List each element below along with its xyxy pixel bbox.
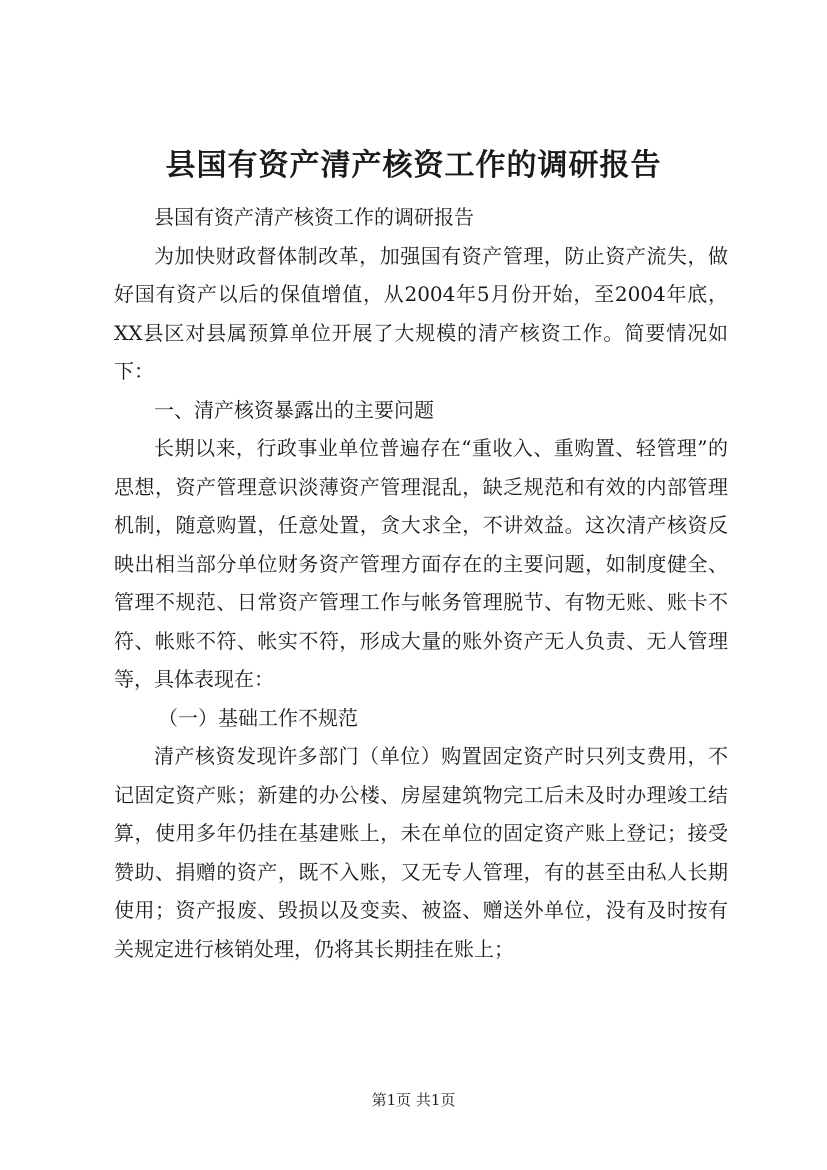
- subsection-heading-1: （一）基础工作不规范: [158, 705, 358, 730]
- document-body: [114, 198, 728, 968]
- document-title: 县国有资产清产核资工作的调研报告: [165, 148, 662, 183]
- page-number-footer: 第1页 共1页: [371, 1091, 456, 1109]
- paragraph-subtitle: 县国有资产清产核资工作的调研报告: [154, 205, 474, 229]
- section-heading-1: 一、清产核资暴露出的主要问题: [154, 397, 434, 422]
- paragraph-basic-work: 清产核资发现许多部门（单位）购置固定资产时只列支费用，不记固定资产账；新建的办公楼、房屋建筑物完工后未及时办理竣工结算，使用多年仍挂在基建账上，未在单位的固定资产账上登记；接受赞助、捐赠的资产，既不入账，又无专人管理，有的甚至由私人长期使用；资产报废、毁损以及变卖、被盗、赠送外单位，没有及时按有关规定进行核销处理，仍将其长期挂在账上；: [114, 744, 728, 961]
- paragraph-problems: 长期以来，行政事业单位普遍存在“重收入、重购置、轻管理”的思想，资产管理意识淡薄资产管理混乱，缺乏规范和有效的内部管理机制，随意购置，任意处置，贪大求全，不讲效益。这次清产核资反映出相当部分单位财务资产管理方面存在的主要问题，如制度健全、管理不规范、日常资产管理工作与帐务管理脱节、有物无账、账卡不符、帐账不符、帐实不符，形成大量的账外资产无人负责、无人管理等，具体表现在：: [114, 436, 728, 691]
- paragraph-intro: 为加快财政督体制改革，加强国有资产管理，防止资产流失，做好国有资产以后的保值增值，从2004年5月份开始，至2004年底，XX县区对县属预算单位开展了大规模的清产核资工作。简要情况如下：: [114, 243, 728, 383]
